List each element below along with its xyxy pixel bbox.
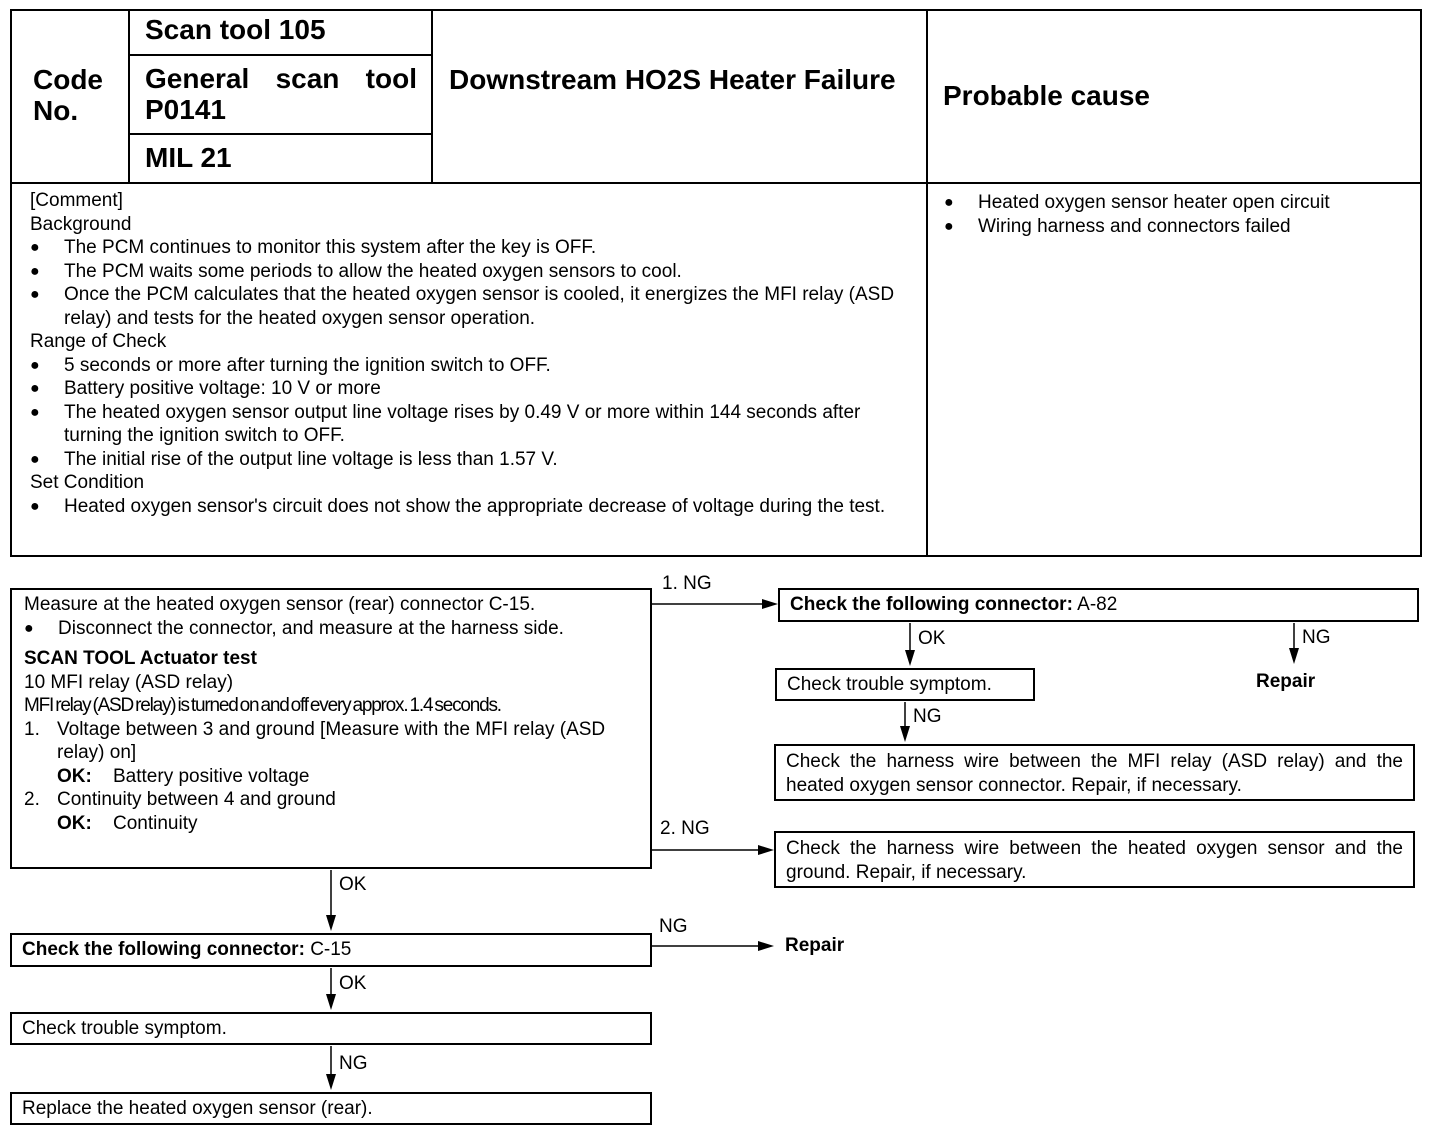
range-item: ● The heated oxygen sensor output line voltage rises by 0.49 V or more within 144 seconds after turning the ignition switch to OFF. — [30, 401, 910, 448]
mil-code: MIL 21 — [145, 142, 232, 173]
a82-trouble-ng-arrowhead — [900, 726, 910, 742]
step-1-number: 1. — [24, 718, 40, 740]
step-2-text: Continuity between 4 and ground — [57, 789, 336, 810]
measure-ok-arrowhead — [326, 915, 336, 931]
c15-repair-label: Repair — [785, 935, 845, 956]
harness-ground-box: Check the harness wire between the heated oxygen sensor and the ground. Repair, if necessary. — [774, 831, 1415, 888]
a82-trouble-symptom-box: Check trouble symptom. — [775, 668, 1035, 701]
range-heading: Range of Check — [30, 331, 167, 352]
comment-label: [Comment] — [30, 190, 123, 211]
code-no-label: Code No. — [33, 64, 103, 126]
range-item: ● The initial rise of the output line voltage is less than 1.57 V. — [30, 448, 910, 472]
actuator-description: MFI relay (ASD relay) is turned on and off every approx. 1.4 seconds. — [24, 695, 501, 716]
step-2-number: 2. — [24, 789, 40, 810]
a82-code: A-82 — [1077, 594, 1118, 615]
step-1-ok-value: Battery positive voltage — [113, 765, 310, 787]
a82-ok-label: OK — [918, 628, 946, 649]
cause-item: ● Heated oxygen sensor heater open circuit — [944, 191, 1404, 215]
a82-ng-arrowhead — [1289, 648, 1299, 664]
measure-bullet: ● Disconnect the connector, and measure at the harness side. — [24, 617, 640, 641]
c15-ok-label: OK — [339, 973, 367, 994]
actuator-test-title: SCAN TOOL Actuator test — [24, 648, 257, 669]
harness-mfi-box: Check the harness wire between the MFI relay (ASD relay) and the heated oxygen sensor connector. Repair, if necessary. — [774, 744, 1415, 801]
c15-ng-label: NG — [659, 916, 688, 937]
a82-repair-label: Repair — [1256, 671, 1316, 692]
ng2-arrowhead — [758, 845, 774, 855]
ok-label: OK: — [57, 765, 92, 787]
set-condition-item: ● Heated oxygen sensor's circuit does not show the appropriate decrease of voltage during the test. — [30, 495, 910, 519]
c15-prefix: Check the following connector: — [22, 939, 305, 960]
a82-trouble-ng-label: NG — [913, 706, 942, 727]
c15-trouble-ng-label: NG — [339, 1053, 368, 1074]
measure-instruction: Measure at the heated oxygen sensor (rear) connector C-15. — [24, 594, 536, 615]
background-item: ● The PCM waits some periods to allow the heated oxygen sensors to cool. — [30, 260, 910, 284]
general-scan-tool-code: General scan tool P0141 — [145, 63, 417, 125]
ng1-arrowhead — [762, 599, 778, 609]
replace-sensor-box: Replace the heated oxygen sensor (rear). — [10, 1092, 652, 1125]
cause-item: ● Wiring harness and connectors failed — [944, 215, 1404, 239]
actuator-item: 10 MFI relay (ASD relay) — [24, 671, 234, 693]
c15-ng-arrowhead — [758, 941, 774, 951]
set-condition-heading: Set Condition — [30, 472, 145, 493]
range-item: ● 5 seconds or more after turning the ignition switch to OFF. — [30, 354, 910, 378]
c15-trouble-ng-arrowhead — [326, 1074, 336, 1090]
c15-trouble-symptom-box: Check trouble symptom. — [10, 1012, 652, 1045]
c15-ok-arrowhead — [326, 994, 336, 1010]
probable-cause-heading: Probable cause — [943, 80, 1150, 111]
c15-code: C-15 — [310, 939, 352, 960]
a82-prefix: Check the following connector: — [790, 594, 1073, 615]
background-item: ● Once the PCM calculates that the heated oxygen sensor is cooled, it energizes the MFI relay (ASD relay) and tests for the heated oxygen sensor operation. — [30, 283, 910, 330]
ng2-label: 2. NG — [660, 818, 710, 839]
step-1-text: Voltage between 3 and ground [Measure with the MFI relay (ASD relay) on] — [57, 718, 606, 763]
scan-tool-code: Scan tool 105 — [145, 14, 326, 45]
range-item: ● Battery positive voltage: 10 V or more — [30, 377, 910, 401]
ng1-label: 1. NG — [662, 573, 712, 594]
ok-label: OK: — [57, 812, 92, 834]
a82-ok-arrowhead — [905, 650, 915, 666]
measure-ok-label: OK — [339, 874, 367, 895]
background-heading: Background — [30, 213, 132, 235]
step-2-ok-value: Continuity — [113, 812, 198, 834]
background-item: ● The PCM continues to monitor this system after the key is OFF. — [30, 236, 910, 260]
a82-ng-label: NG — [1302, 627, 1331, 648]
page-title: Downstream HO2S Heater Failure — [449, 64, 896, 95]
